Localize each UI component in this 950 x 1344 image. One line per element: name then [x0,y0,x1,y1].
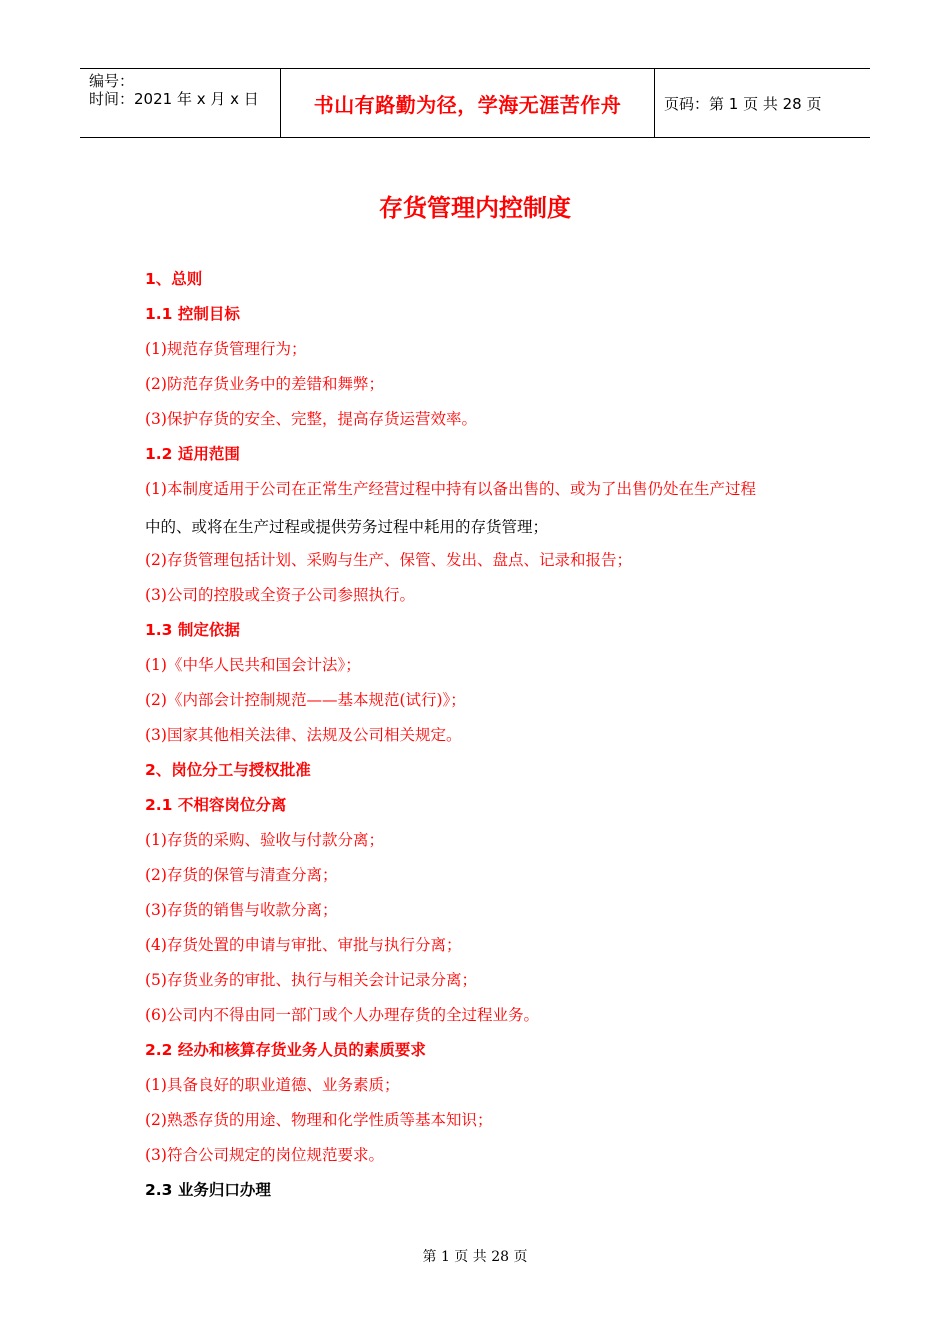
header-motto: 书山有路勤为径，学海无涯苦作舟 [281,69,655,137]
header-table [80,68,870,138]
section-heading: 1.3 制定依据 [145,621,240,639]
body-line: (1)本制度适用于公司在正常生产经营过程中持有以备出售的、或为了出售仍处在生产过程 [145,480,756,498]
section-heading: 1、总则 [145,270,203,288]
body-line: (2)防范存货业务中的差错和舞弊； [145,375,384,393]
body-line: (2)熟悉存货的用途、物理和化学性质等基本知识； [145,1111,493,1129]
body-line: (1)存货的采购、验收与付款分离； [145,831,384,849]
document-title: 存货管理内控制度 [379,194,571,222]
body-line: (2)《内部会计控制规范——基本规范(试行)》； [145,691,466,709]
body-line: (2)存货的保管与清查分离； [145,866,338,884]
body-line: (3)公司的控股或全资子公司参照执行。 [145,586,415,604]
section-heading: 1.1 控制目标 [145,305,240,323]
body-line: 中的、或将在生产过程或提供劳务过程中耗用的存货管理； [145,518,549,536]
number-label: 编号： [89,72,135,90]
section-heading: 2.2 经办和核算存货业务人员的素质要求 [145,1041,426,1059]
body-line: (1)具备良好的职业道德、业务素质； [145,1076,400,1094]
section-heading: 2.3 业务归口办理 [145,1181,271,1199]
header-page-label: 页码：第 1 页 共 28 页 [664,94,822,113]
body-line: (6)公司内不得由同一部门或个人办理存货的全过程业务。 [145,1006,539,1024]
body-line: (3)符合公司规定的岗位规范要求。 [145,1146,384,1164]
section-heading: 2、岗位分工与授权批准 [145,761,311,779]
document-body [145,262,825,1208]
page-footer: 第 1 页 共 28 页 [422,1249,528,1265]
body-line: (1)《中华人民共和国会计法》； [145,656,361,674]
body-line: (3)保护存货的安全、完整，提高存货运营效率。 [145,410,477,428]
section-heading: 1.2 适用范围 [145,445,240,463]
section-heading: 2.1 不相容岗位分离 [145,796,287,814]
header-left-cell [80,69,281,137]
body-line: (3)存货的销售与收款分离； [145,901,338,919]
body-line: (3)国家其他相关法律、法规及公司相关规定。 [145,726,462,744]
body-line: (4)存货处置的申请与审批、审批与执行分离； [145,936,462,954]
body-line: (1)规范存货管理行为； [145,340,307,358]
body-line: (2)存货管理包括计划、采购与生产、保管、发出、盘点、记录和报告； [145,551,632,569]
body-line: (5)存货业务的审批、执行与相关会计记录分离； [145,971,477,989]
time-label: 时间：2021 年 x 月 x 日 [89,90,259,108]
